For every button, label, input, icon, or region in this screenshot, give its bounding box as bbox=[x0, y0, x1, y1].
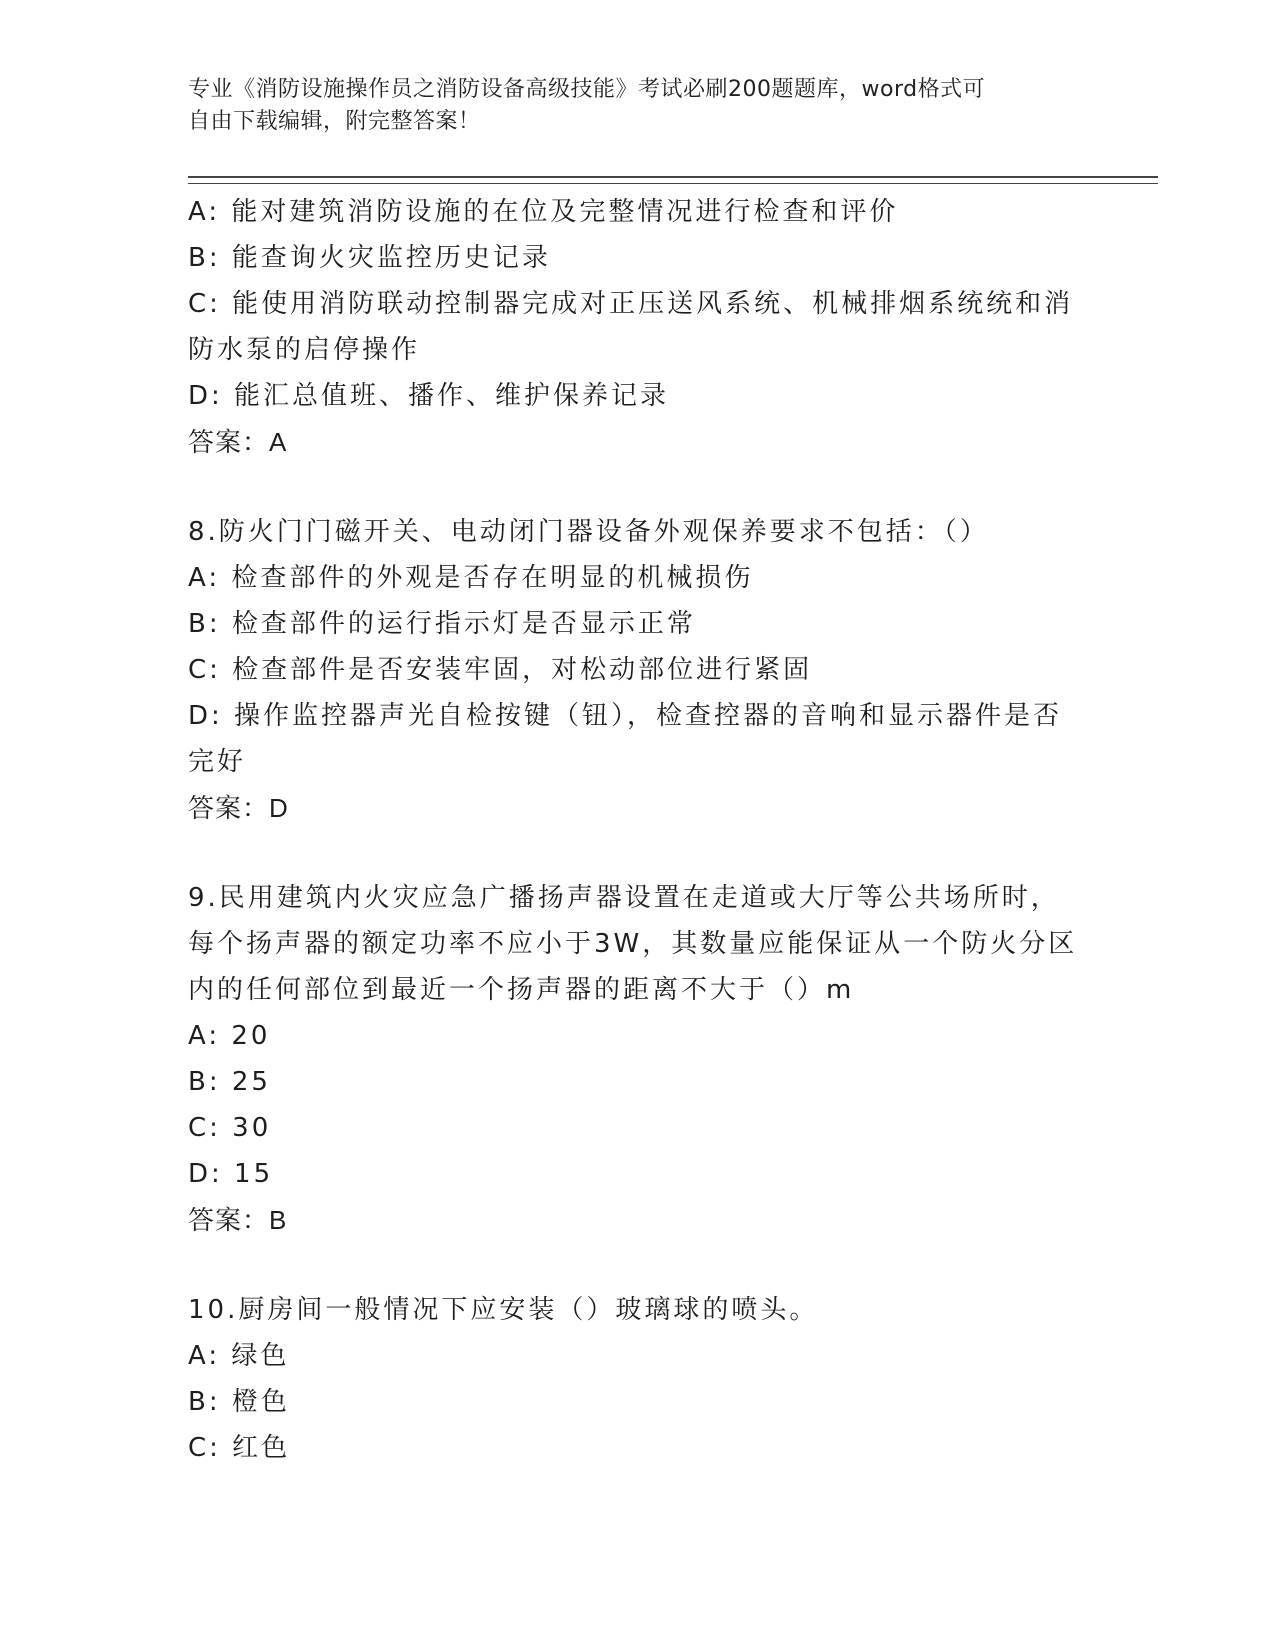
header-line-1: 专业《消防设施操作员之消防设备高级技能》考试必刷200题题库，word格式可 bbox=[188, 77, 986, 102]
option-d: D: 15 bbox=[188, 1159, 274, 1189]
spacer bbox=[188, 1243, 1088, 1287]
document-header bbox=[188, 74, 1078, 138]
question-stem-line-1: 9.民用建筑内火灾应急广播扬声器设置在走道或大厅等公共场所时， bbox=[188, 883, 1060, 913]
question-content bbox=[188, 189, 1088, 1471]
option-d-line-1: D: 操作监控器声光自检按键（钮），检查控器的音响和显示器件是否 bbox=[188, 701, 1063, 731]
option-c-line-1: C: 能使用消防联动控制器完成对正压送风系统、机械排烟系统统和消 bbox=[188, 289, 1074, 319]
option-c: C: 检查部件是否安装牢固，对松动部位进行紧固 bbox=[188, 655, 813, 685]
spacer bbox=[188, 831, 1088, 875]
spacer bbox=[188, 465, 1088, 509]
answer-label: 答案：A bbox=[188, 427, 288, 457]
option-c-line-2: 防水泵的启停操作 bbox=[188, 335, 421, 365]
answer-label: 答案：B bbox=[188, 1205, 288, 1235]
header-line-2: 自由下载编辑，附完整答案！ bbox=[188, 109, 481, 134]
option-a: A: 绿色 bbox=[188, 1341, 290, 1371]
question-stem: 8.防火门门磁开关、电动闭门器设备外观保养要求不包括：（） bbox=[188, 517, 989, 547]
question-stem-line-2: 每个扬声器的额定功率不应小于3W，其数量应能保证从一个防火分区 bbox=[188, 929, 1078, 959]
question-8 bbox=[188, 509, 1088, 831]
option-a: A: 检查部件的外观是否存在明显的机械损伤 bbox=[188, 563, 754, 593]
option-c: C: 30 bbox=[188, 1113, 272, 1143]
option-b: B: 25 bbox=[188, 1067, 271, 1097]
option-a: A: 20 bbox=[188, 1021, 271, 1051]
answer-label: 答案：D bbox=[188, 793, 289, 823]
option-d-line-2: 完好 bbox=[188, 747, 247, 777]
option-b: B: 能查询火灾监控历史记录 bbox=[188, 243, 551, 273]
option-b: B: 检查部件的运行指示灯是否显示正常 bbox=[188, 609, 696, 639]
option-c: C: 红色 bbox=[188, 1433, 291, 1463]
option-a: A: 能对建筑消防设施的在位及完整情况进行检查和评价 bbox=[188, 197, 899, 227]
question-10 bbox=[188, 1287, 1088, 1471]
option-d: D: 能汇总值班、播作、维护保养记录 bbox=[188, 381, 670, 411]
question-7-options bbox=[188, 189, 1088, 465]
header-rule-thick bbox=[188, 176, 1158, 178]
question-stem-line-3: 内的任何部位到最近一个扬声器的距离不大于（）m bbox=[188, 975, 855, 1005]
question-stem: 10.厨房间一般情况下应安装（）玻璃球的喷头。 bbox=[188, 1295, 819, 1325]
header-rule-thin bbox=[188, 183, 1158, 184]
option-b: B: 橙色 bbox=[188, 1387, 290, 1417]
question-9 bbox=[188, 875, 1088, 1243]
